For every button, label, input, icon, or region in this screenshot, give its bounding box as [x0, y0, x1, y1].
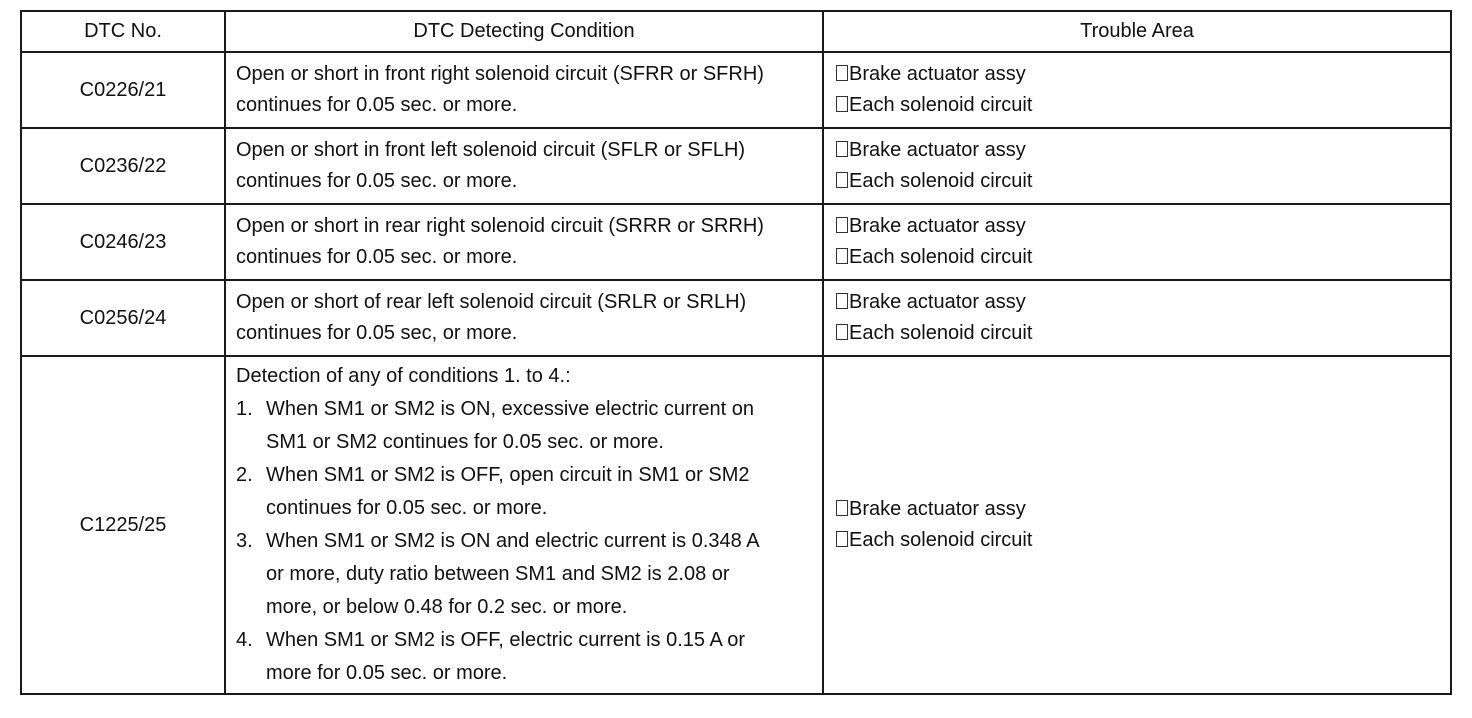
dtc-code: C0226/21: [21, 52, 225, 128]
detecting-condition: [225, 128, 823, 204]
trouble-area-item: Each solenoid circuit: [836, 90, 1450, 121]
condition-list-item: 2. When SM1 or SM2 is OFF, open circuit in SM1 or SM2 continues for 0.05 sec. or more.: [236, 464, 750, 519]
detecting-condition: [225, 356, 823, 694]
header-dtc-no: DTC No.: [21, 11, 225, 52]
table-row: [21, 356, 1451, 694]
condition-line: Open or short in rear right solenoid circuit (SRRR or SRRH): [236, 215, 764, 237]
trouble-area: [823, 356, 1451, 694]
trouble-area-item: Brake actuator assy: [836, 59, 1450, 90]
condition-list-item: 3. When SM1 or SM2 is ON and electric current is 0.348 A or more, duty ratio between SM1 and SM2 is 2.08 or more, or below 0.48 for 0.2 sec. or more.: [236, 530, 760, 618]
checkbox-icon: [836, 65, 848, 81]
condition-intro: Detection of any of conditions 1. to 4.:: [236, 365, 571, 387]
condition-line: continues for 0.05 sec. or more.: [236, 246, 518, 268]
table-row: [21, 52, 1451, 128]
detecting-condition: [225, 52, 823, 128]
header-detecting-condition: DTC Detecting Condition: [225, 11, 823, 52]
checkbox-icon: [836, 141, 848, 157]
checkbox-icon: [836, 172, 848, 188]
condition-line: Open or short of rear left solenoid circuit (SRLR or SRLH): [236, 291, 747, 313]
trouble-area-item: Brake actuator assy: [836, 211, 1450, 242]
trouble-area-item: Each solenoid circuit: [836, 242, 1450, 273]
dtc-code: C0236/22: [21, 128, 225, 204]
dtc-code: C1225/25: [21, 356, 225, 694]
condition-line: continues for 0.05 sec. or more.: [236, 94, 518, 116]
detecting-condition: [225, 204, 823, 280]
checkbox-icon: [836, 293, 848, 309]
condition-list-item: 4. When SM1 or SM2 is OFF, electric current is 0.15 A or more for 0.05 sec. or more.: [236, 629, 746, 684]
condition-list: [236, 393, 812, 690]
checkbox-icon: [836, 324, 848, 340]
trouble-area-item: Brake actuator assy: [836, 494, 1450, 525]
checkbox-icon: [836, 96, 848, 112]
condition-line: continues for 0.05 sec, or more.: [236, 322, 518, 344]
trouble-area-item: Each solenoid circuit: [836, 318, 1450, 349]
detecting-condition: [225, 280, 823, 356]
header-trouble-area: Trouble Area: [823, 11, 1451, 52]
checkbox-icon: [836, 500, 848, 516]
dtc-code: C0246/23: [21, 204, 225, 280]
table-row: [21, 280, 1451, 356]
trouble-area-item: Each solenoid circuit: [836, 525, 1450, 556]
condition-line: continues for 0.05 sec. or more.: [236, 170, 518, 192]
table-row: [21, 128, 1451, 204]
checkbox-icon: [836, 217, 848, 233]
condition-list-item: 1. When SM1 or SM2 is ON, excessive electric current on SM1 or SM2 continues for 0.05 sec. or more.: [236, 398, 754, 453]
checkbox-icon: [836, 531, 848, 547]
table-header-row: [21, 11, 1451, 52]
trouble-area: [823, 204, 1451, 280]
trouble-area-item: Brake actuator assy: [836, 287, 1450, 318]
trouble-area: [823, 128, 1451, 204]
trouble-area-item: Brake actuator assy: [836, 135, 1450, 166]
dtc-code: C0256/24: [21, 280, 225, 356]
trouble-area: [823, 280, 1451, 356]
condition-line: Open or short in front left solenoid circuit (SFLR or SFLH): [236, 139, 746, 161]
condition-line: Open or short in front right solenoid circuit (SFRR or SFRH): [236, 63, 764, 85]
trouble-area: [823, 52, 1451, 128]
trouble-area-item: Each solenoid circuit: [836, 166, 1450, 197]
dtc-table: [20, 10, 1452, 695]
checkbox-icon: [836, 248, 848, 264]
table-row: [21, 204, 1451, 280]
